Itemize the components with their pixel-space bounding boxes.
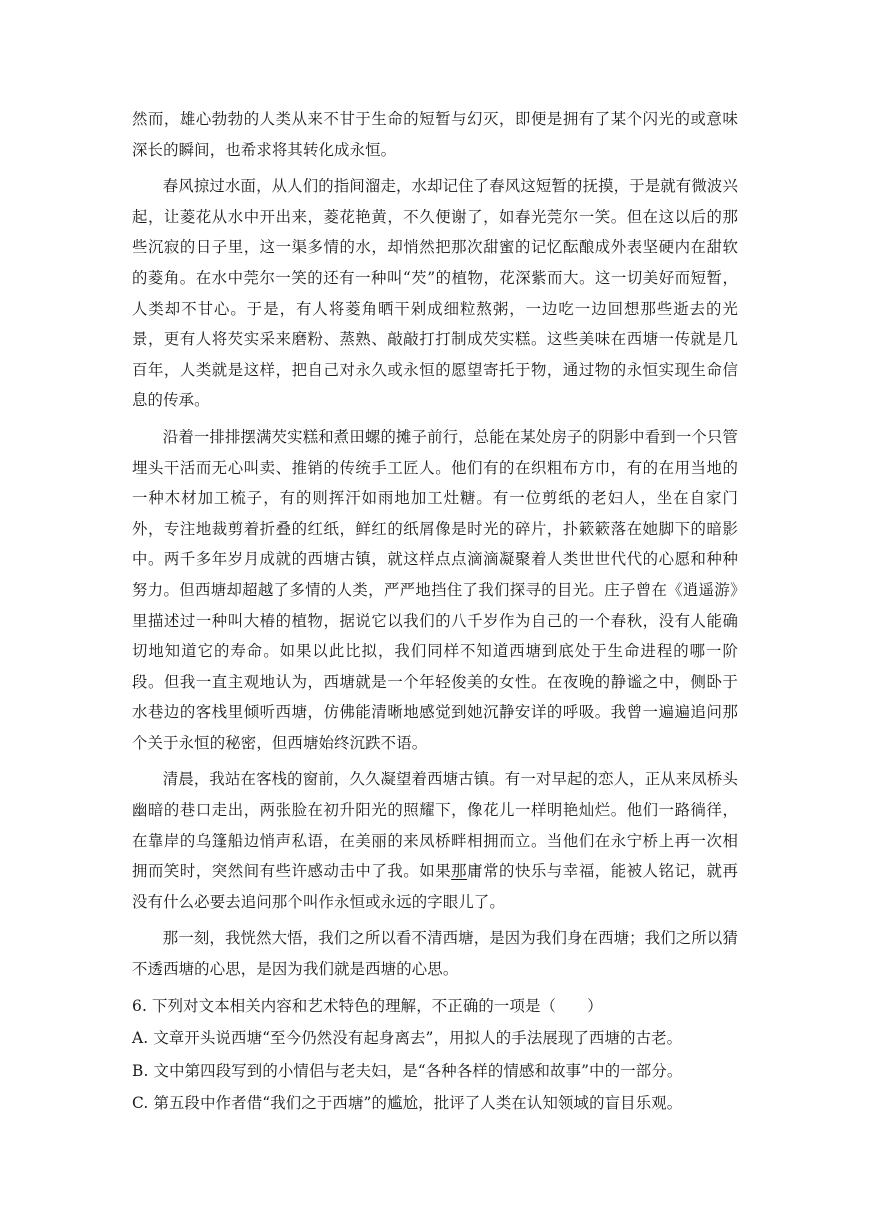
question-stem: 6. 下列对文本相关内容和艺术特色的理解，不正确的一项是（ ） <box>132 996 603 1015</box>
option-b: B. 文中第四段写到的小情侣与老夫妇，是“各种各样的情感和故事”中的一部分。 <box>132 1061 683 1080</box>
paragraph-1: 然而，雄心勃勃的人类从来不甘于生命的短暂与幻灭，即便是拥有了某个闪光的或意味深长的瞬间，也希求将其转化成永恒。 <box>132 110 738 159</box>
paragraph-2: 春风掠过水面，从人们的指间溜走，水却记住了春风这短暂的抚摸，于是就有微波兴起，让菱花从水中开出来，菱花艳黄，不久便谢了，如春光莞尔一笑。但在这以后的那些沉寂的日子里，这一渠多情的水，却悄然把那次甜蜜的记忆酝酿成外表坚硬内在甜软的菱角。在水中莞尔一笑的还有一种叫“芡”的植物，花深紫而大。这一切美好而短暂，人类却不甘心。于是，有人将菱角晒干剁成细粒熬粥，一边吃一边回想那些逝去的光景，更有人将芡实采来磨粉、蒸熟、敲敲打打制成芡实糕。这些美味在西塘一传就是几百年，人类就是这样，把自己对永久或永恒的愿望寄托于物，通过物的永恒实现生命信息的传承。 <box>132 177 738 410</box>
document-page <box>132 104 738 1119</box>
option-c: C. 第五段中作者借“我们之于西塘”的尴尬，批评了人类在认知领域的盲目乐观。 <box>132 1094 683 1113</box>
underlined-char: 那 <box>451 862 468 881</box>
paragraph-4-start: 清晨，我站在客栈的窗前，久久凝望着西塘古镇。有一对早起的恋人，正从来凤桥头幽暗的巷口走出，两张脸在初升阳光的照耀下，像花儿一样明艳灿烂。他们一路徜徉，在靠岸的乌篷船边悄声私语，在美丽的来凤桥畔相拥而立。当他们在永宁桥上再一次相拥而笑时，突然间有些许感动击中了我。如果 <box>132 770 738 881</box>
paragraph-3: 沿着一排排摆满芡实糕和煮田螺的摊子前行，总能在某处房子的阴影中看到一个只管埋头干活而无心叫卖、推销的传统手工匠人。他们有的在织粗布方巾，有的在用当地的一种木材加工梳子，有的则挥汗如雨地加工灶糖。有一位剪纸的老妇人，坐在自家门外，专注地裁剪着折叠的红纸，鲜红的纸屑像是时光的碎片，扑簌簌落在她脚下的暗影中。两千多年岁月成就的西塘古镇，就这样点点滴滴凝聚着人类世世代代的心愿和种种努力。但西塘却超越了多情的人类，严严地挡住了我们探寻的目光。庄子曾在《逍遥游》里描述过一种叫大椿的植物，据说它以我们的八千岁作为自己的一个春秋，没有人能确切地知道它的寿命。如果以此比拟，我们同样不知道西塘到底处于生命进程的哪一阶段。但我一直主观地认为，西塘就是一个年轻俊美的女性。在夜晚的静谧之中，侧卧于水巷边的客栈里倾听西塘，仿佛能清晰地感觉到她沉静安详的呼吸。我曾一遍遍追问那个关于永恒的秘密，但西塘始终沉跌不语。 <box>132 427 738 752</box>
option-a: A. 文章开头说西塘“至今仍然没有起身离去”，用拟人的手法展现了西塘的古老。 <box>132 1029 683 1048</box>
paragraph-4 <box>132 764 738 917</box>
paragraph-5: 那一刻，我恍然大悟，我们之所以看不清西塘，是因为我们身在西塘；我们之所以猜不透西塘的心思，是因为我们就是西塘的心思。 <box>132 929 738 979</box>
paragraph-4-end: 庸常的快乐与幸福，能被人铭记，就再没有什么必要去追问那个叫作永恒或永远的字眼儿了。 <box>132 862 738 911</box>
